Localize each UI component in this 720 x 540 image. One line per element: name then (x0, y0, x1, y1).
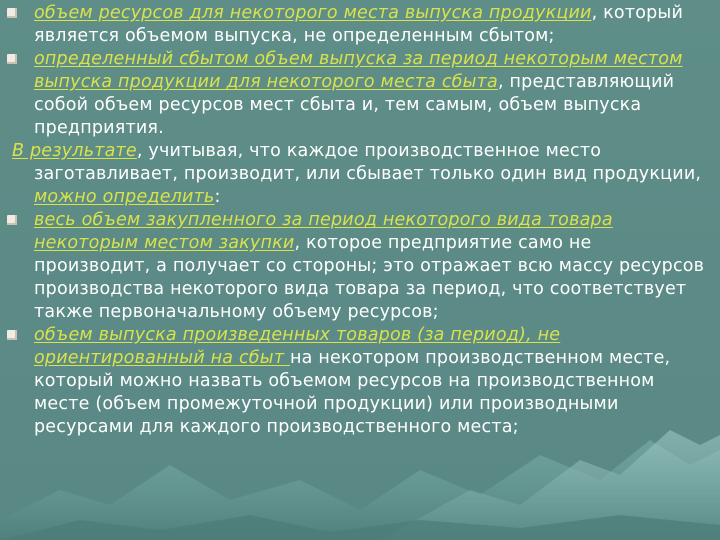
bullet-item-1 (0, 2, 712, 48)
body-text: , который является объемом выпуска, не определенным сбытом; (34, 3, 684, 46)
square-bullet-icon (7, 8, 17, 18)
highlight-text: определенный сбытом объем выпуска за период некоторым местом выпуска продукции для некоторого места сбыта (34, 49, 683, 92)
bullet-item-2 (0, 48, 712, 140)
square-bullet-icon (7, 330, 17, 340)
highlight-text: весь объем закупленного за период некоторого вида товара некоторым местом закупки (34, 210, 613, 253)
paragraph-result (0, 140, 712, 209)
body-text: , учитывая, что каждое производственное место заготавливает, производит, или сбывает только один вид продукции, (34, 141, 702, 184)
highlight-text: объем ресурсов для некоторого места выпуска продукции (34, 3, 592, 23)
highlight-text: В результате (12, 141, 137, 161)
bullet-item-4 (0, 324, 712, 439)
bullet-item-3 (0, 209, 712, 324)
body-text: на некотором производственном месте, который можно назвать объемом ресурсов на производственном месте (объем промежуточной продукции) или производными ресурсами для каждого производственного места; (34, 348, 671, 437)
body-text: , которое предприятие само не производит, а получает со стороны; это отражает всю массу ресурсов производства некоторого вида товара за период, что соответствует также первоначальному объему ресурсов; (34, 233, 705, 322)
square-bullet-icon (7, 54, 17, 64)
body-text: : (214, 187, 221, 207)
highlight-text: объем выпуска произведенных товаров (за период), не ориентированный на сбыт (34, 325, 561, 368)
slide-body (0, 2, 712, 439)
highlight-text: можно определить (34, 187, 215, 207)
body-text: , представляющий собой объем ресурсов мест сбыта и, тем самым, объем выпуска предприятия. (34, 72, 675, 138)
square-bullet-icon (7, 215, 17, 225)
